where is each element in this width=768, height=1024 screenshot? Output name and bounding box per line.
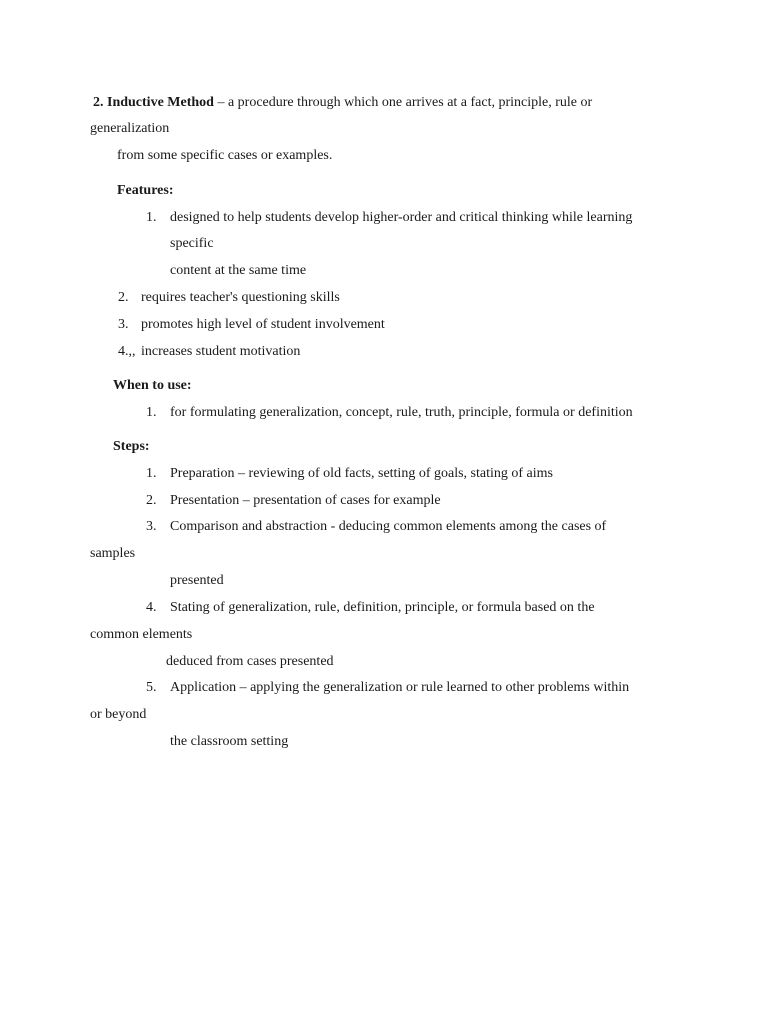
features-label: Features: — [117, 183, 174, 198]
heading-continuation-2: from some specific cases or examples. — [117, 148, 333, 163]
steps-item-4-text: Stating of generalization, rule, definition, principle, or formula based on the — [170, 600, 595, 615]
heading-title: 2. Inductive Method — [93, 95, 214, 110]
steps-item-2-text: Presentation – presentation of cases for example — [170, 493, 441, 508]
features-item-1-text-cont: specific — [170, 236, 214, 251]
steps-item-2-number: 2. — [146, 493, 157, 508]
steps-item-5-text: Application – applying the generalization or rule learned to other problems within — [170, 680, 630, 695]
features-item-4-text: increases student motivation — [141, 344, 301, 359]
steps-item-5-text-cont-2: the classroom setting — [170, 734, 289, 749]
features-item-2-number: 2. — [118, 290, 129, 305]
steps-item-4-number: 4. — [146, 600, 157, 615]
steps-item-3-text-cont: samples — [90, 546, 136, 561]
features-item-3-text: promotes high level of student involvement — [141, 317, 385, 332]
steps-item-1-number: 1. — [146, 466, 157, 481]
features-item-1-text: designed to help students develop higher-order and critical thinking while learning — [170, 210, 633, 225]
page-heading — [93, 95, 592, 111]
when-to-use-label: When to use: — [113, 378, 192, 393]
steps-item-1-text: Preparation – reviewing of old facts, setting of goals, stating of aims — [170, 466, 553, 481]
when-to-use-item-1-text: for formulating generalization, concept, rule, truth, principle, formula or definition — [170, 405, 633, 420]
steps-item-3-text: Comparison and abstraction - deducing common elements among the cases of — [170, 519, 607, 534]
steps-item-5-number: 5. — [146, 680, 157, 695]
steps-label: Steps: — [113, 439, 150, 454]
heading-definition: – a procedure through which one arrives at a fact, principle, rule or — [213, 95, 593, 110]
features-item-1-number: 1. — [146, 210, 157, 225]
steps-item-5-text-cont: or beyond — [90, 707, 147, 722]
heading-continuation: generalization — [90, 121, 170, 136]
features-item-3-number: 3. — [118, 317, 129, 332]
steps-item-3-number: 3. — [146, 519, 157, 534]
features-item-2-text: requires teacher's questioning skills — [141, 290, 340, 305]
features-item-4-number: 4.,, — [118, 344, 136, 359]
features-item-1-text-cont-2: content at the same time — [170, 263, 307, 278]
steps-item-3-text-cont-2: presented — [170, 573, 224, 588]
steps-item-4-text-cont-2: deduced from cases presented — [166, 654, 334, 669]
steps-item-4-text-cont: common elements — [90, 627, 193, 642]
when-to-use-item-1-number: 1. — [146, 405, 157, 420]
